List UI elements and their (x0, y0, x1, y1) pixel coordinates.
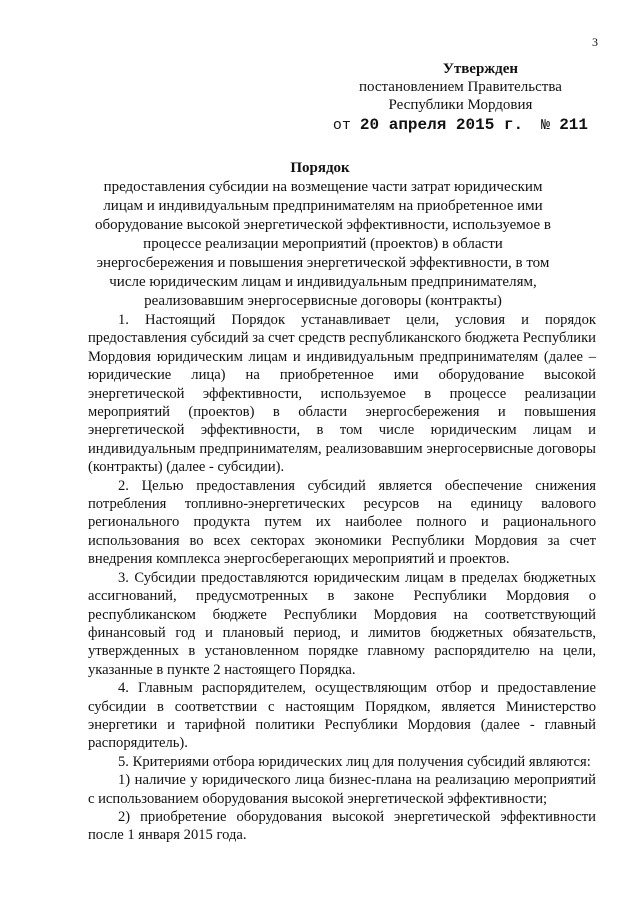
approval-line-2: Республики Мордовия (388, 97, 533, 113)
approval-line-1: постановлением Правительства (359, 79, 562, 95)
document-body (88, 311, 596, 845)
paragraph-1: 1. Настоящий Порядок устанавливает цели, условия и порядок предоставления субсидий за счет средств республиканского бюджета Республики Мордовия юридическим лицам и индивидуальным предпринимателям (далее – юридические лица) на приобретенное ими оборудование высокой энергетической эффективности, используемое в процессе реализации мероприятий (проектов) в области энергосбережения и повышения энергетической эффективности, в том числе юридическим лицам и индивидуальным предпринимателям, реализовавшим энергосервисные договоры (контракты) (далее - субсидии). (88, 312, 596, 476)
number-label: № (541, 117, 551, 134)
paragraph-4: 4. Главным распорядителем, осуществляющим отбор и предоставление субсидии в соответствии с настоящим Порядком, является Министерство энергетики и тарифной политики Республики Мордовия (далее - главный распорядитель). (88, 680, 596, 752)
from-label: от (332, 117, 351, 134)
document-title: Порядок (290, 160, 350, 176)
criterion-1: 1) наличие у юридического лица бизнес-плана на реализацию мероприятий с использованием оборудования высокой энергетической эффективности; (88, 772, 596, 807)
decree-date-number (333, 116, 588, 135)
paragraph-3: 3. Субсидии предоставляются юридическим лицам в пределах бюджетных ассигнований, предусмотренных в законе Республики Мордовия о республиканском бюджете Республики Мордовия на соответствующий финансовый год и плановый период, и лимитов бюджетных обязательств, утвержденных в установленном порядке главному распорядителю на цели, указанные в пункте 2 настоящего Порядка. (88, 569, 596, 678)
paragraph-2: 2. Целью предоставления субсидий является обеспечение снижения потребления топливно-энергетических ресурсов на единицу валового регионального продукта путем их наиболее полного и рационального использования во всех секторах экономики Республики Мордовия за счет внедрения комплекса энергосберегающих мероприятий и проектов. (88, 477, 596, 568)
approval-stamp (333, 60, 588, 135)
criterion-2: 2) приобретение оборудования высокой энергетической эффективности после 1 января 2015 года. (88, 808, 596, 844)
paragraph-5: 5. Критериями отбора юридических лиц для получения субсидий являются: (118, 753, 591, 770)
document-subtitle: предоставления субсидии на возмещение части затрат юридическим лицам и индивидуальным предпринимателям на приобретенное ими оборудование высокой энергетической эффективности, используемое в процессе реализации мероприятий (проектов) в области энергосбережения и повышения энергетической эффективности, в том числе юридическим лицам и индивидуальным предпринимателям, реализовавшим энергосервисные договоры (контракты) (95, 179, 551, 309)
decree-number: 211 (559, 116, 588, 134)
decree-date: 20 апреля 2015 г. (359, 116, 524, 134)
approval-heading: Утвержден (442, 61, 519, 77)
page-number: 3 (592, 35, 598, 49)
